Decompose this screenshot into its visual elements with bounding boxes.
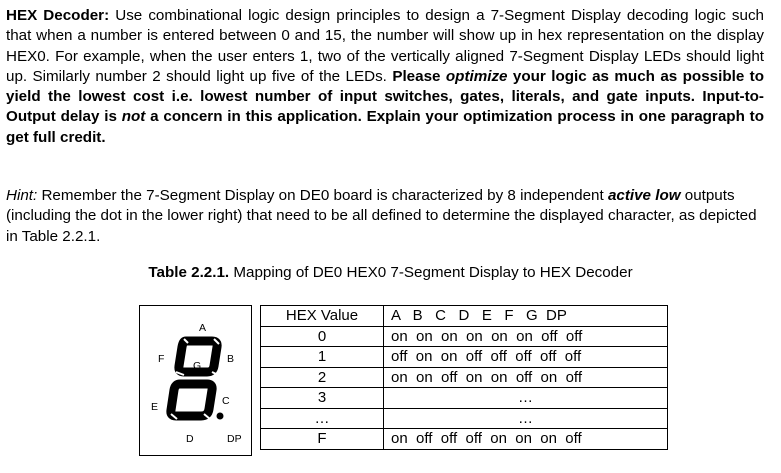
- table-row: [261, 388, 668, 409]
- hint-emphasis: active low: [607, 187, 681, 204]
- problem-text: Use combinational logic design principles to design a 7-Segment Display decoding logic such that when a number is entered between 0 and 15, the number will show up in hex representation on the display HEX0. For example, when the user enters 1, two of the vertically aligned 7-Segment Display LEDs should light up. Similarly number 2 should light up five of the LEDs.: [6, 7, 764, 85]
- segment-label-g: G: [193, 360, 202, 372]
- mapping-table: [260, 305, 668, 450]
- seven-segment-icon: [140, 306, 253, 457]
- caption-label: Table 2.2.1.: [148, 264, 230, 281]
- segment-label-b: B: [227, 353, 235, 365]
- hex-cell: …: [261, 408, 384, 429]
- table-header-row: [261, 306, 668, 327]
- hint-text: Remember the 7-Segment Display on DE0 board is characterized by 8 independent: [37, 187, 608, 204]
- hint-paragraph: [6, 186, 764, 247]
- segments-cell: on off off off on on on off: [384, 429, 668, 450]
- table-row: [261, 429, 668, 450]
- segment-label-d: D: [186, 433, 194, 445]
- segments-cell: …: [384, 408, 668, 429]
- hex-cell: 0: [261, 326, 384, 347]
- problem-paragraph: [6, 6, 764, 148]
- emphasis-italic: optimize: [445, 67, 508, 85]
- segments-cell: on on off on on off on off: [384, 367, 668, 388]
- problem-title: HEX Decoder:: [6, 7, 110, 24]
- hint-text: outputs (including the dot in the lower right) that need to be all defined to determine the displayed character, as depicted in Table 2.2.1.: [6, 187, 757, 245]
- segments-cell: …: [384, 388, 668, 409]
- emphasis-text: Please: [392, 67, 446, 85]
- table-caption: [0, 264, 781, 281]
- header-segments: A B C D E F G DP: [384, 306, 668, 327]
- table-row: [261, 408, 668, 429]
- emphasis-italic: not: [121, 108, 146, 126]
- segment-label-f: F: [158, 353, 165, 365]
- hint-label: Hint:: [6, 187, 38, 204]
- segment-label-e: E: [151, 401, 159, 413]
- segments-cell: off on on off off off off off: [384, 347, 668, 368]
- segment-label-c: C: [222, 395, 230, 407]
- hex-cell: 2: [261, 367, 384, 388]
- emphasis-text: a concern in this application. Explain your optimization process in one paragraph to get full credit.: [6, 108, 764, 146]
- caption-text: Mapping of DE0 HEX0 7-Segment Display to HEX Decoder: [229, 264, 633, 281]
- table-row: [261, 367, 668, 388]
- segment-label-a: A: [199, 322, 207, 334]
- header-hex: HEX Value: [261, 306, 384, 327]
- hex-cell: 3: [261, 388, 384, 409]
- emphasis-text: your logic as much as possible to yield the lowest cost i.e. lowest number of input switches, gates, literals, and gate inputs. Input-to-Output delay is: [6, 67, 765, 126]
- hex-cell: F: [261, 429, 384, 450]
- hex-cell: 1: [261, 347, 384, 368]
- segments-cell: on on on on on on off off: [384, 326, 668, 347]
- segment-label-dp: DP: [227, 433, 242, 445]
- table-row: [261, 347, 668, 368]
- table-row: [261, 326, 668, 347]
- seven-segment-diagram: [139, 305, 252, 456]
